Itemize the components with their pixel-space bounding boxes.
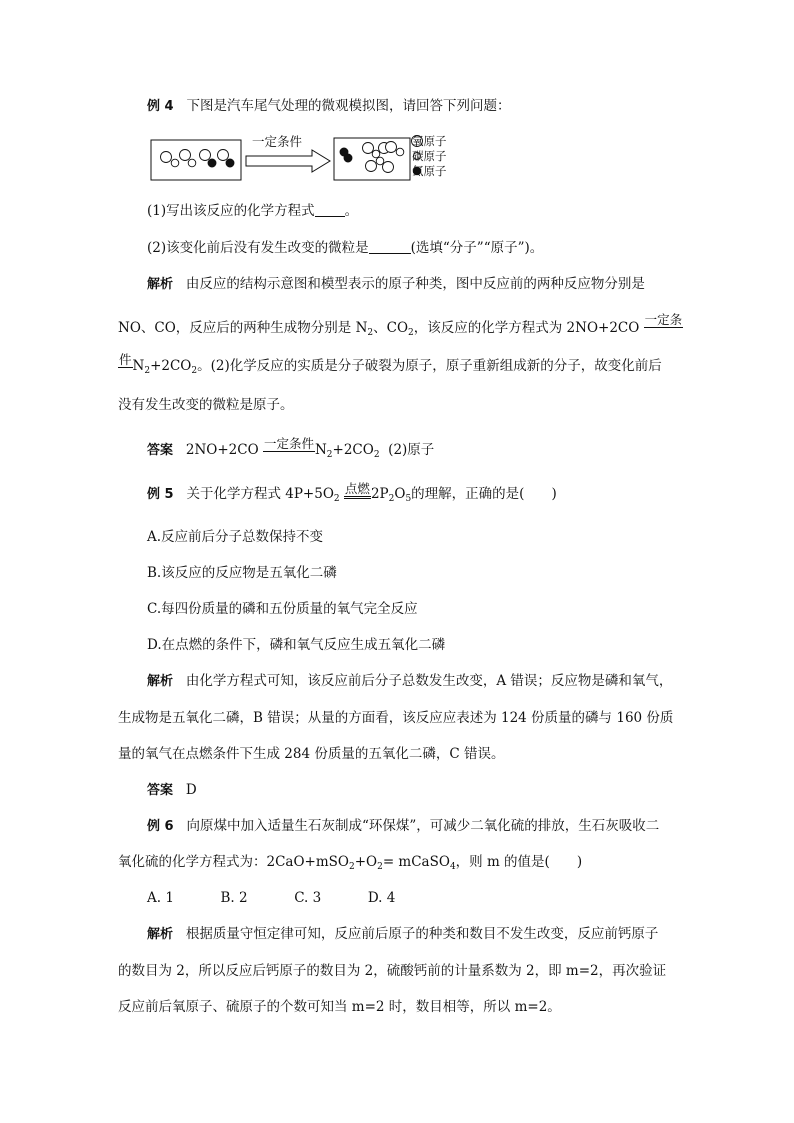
analysis-label: 解析 — [147, 674, 174, 689]
ex4-analysis-line-1: 解析 由反应的结构示意图和模型表示的原子种类，图中反应前的两种反应物分别是 — [147, 276, 645, 292]
reaction-arrow — [246, 150, 330, 172]
ex6-analysis-line-1: 解析 根据质量守恒定律可知，反应前后原子的种类和数目不发生改变，反应前钙原子 — [147, 926, 659, 942]
ex5-label: 例 5 — [147, 487, 174, 502]
ex6-options — [147, 888, 395, 908]
ex4-question — [147, 96, 510, 117]
ex4-label: 例 4 — [147, 99, 174, 114]
legend-nitrogen: 氮原子 — [412, 164, 447, 178]
legend-carbon: 碳原子 — [412, 149, 447, 163]
answer-blank — [315, 202, 345, 217]
ex4-question-text: 下图是汽车尾气处理的微观模拟图，请回答下列问题： — [186, 98, 511, 114]
ex5-option-b: B.该反应的反应物是五氧化二磷 — [147, 565, 337, 581]
ex5-analysis-line-2: 生成物是五氧化二磷，B 错误；从量的方面看，该反应应表述为 124 份质量的磷与 160 份质 — [118, 710, 674, 726]
ignite-condition: 点燃 — [344, 483, 371, 499]
answer-condition: 一定条件 — [263, 436, 314, 451]
ex4-q2: (2)该变化前后没有发生改变的微粒是 (选填“分子”“原子”)。 — [147, 240, 544, 256]
ex6-option-d: D. 4 — [367, 890, 396, 906]
ex6-analysis-line-3: 反应前后氧原子、硫原子的个数可知当 m=2 时，数目相等，所以 m=2。 — [118, 999, 561, 1015]
product-molecules — [340, 142, 404, 173]
analysis-label: 解析 — [147, 927, 174, 942]
ex5-option-d: D.在点燃的条件下，磷和氧气反应生成五氧化二磷 — [147, 637, 446, 653]
legend-oxygen: 氧原子 — [412, 134, 447, 148]
ex6-option-a: A. 1 — [147, 890, 174, 906]
ex4-analysis-line-2: NO、CO，反应后的两种生成物分别是 $N_2$、$CO_2$，该反应的化学方程式为 2NO+2CO 一定条 — [118, 312, 683, 338]
reactant-molecules — [161, 150, 235, 168]
ex6-option-c: C. 3 — [294, 890, 322, 906]
answer-label: 答案 — [147, 443, 174, 458]
reaction-condition: 一定条 — [644, 312, 683, 327]
ex6-label: 例 6 — [147, 819, 174, 834]
ex6-question-line-2: 氧化硫的化学方程式为：$2CaO+mSO_2+O_2=$ mCaSO$_4$，则 m 的值是( ) — [118, 854, 583, 872]
ex4-analysis-line-3: 件 $N_2+2CO_2$。(2)化学反应的实质是分子破裂为原子，原子重新组成新的分子，故变化前后 — [119, 352, 662, 376]
ex5-analysis-line-3: 量的氧气在点燃条件下生成 284 份质量的五氧化二磷，C 错误。 — [118, 746, 505, 762]
ex5-answer: 答案 D — [147, 782, 197, 798]
ex5-option-c: C.每四份质量的磷和五份质量的氧气完全反应 — [147, 601, 418, 617]
answer-blank — [369, 239, 411, 254]
ex4-answer: 答案 2NO+2CO 一定条件 $N_2+2CO_2$ (2)原子 — [147, 436, 435, 460]
ex6-option-b: B. 2 — [220, 890, 248, 906]
ex4-q1: (1)写出该反应的化学方程式 。 — [147, 203, 359, 219]
arrow-label: 一定条件 — [252, 134, 303, 149]
ex5-option-a: A.反应前后分子总数保持不变 — [147, 529, 324, 545]
ex5-analysis-line-1: 解析 由化学方程式可知，该反应前后分子总数发生改变，A 错误；反应物是磷和氧气， — [147, 673, 673, 689]
ex6-question-line-1: 例 6 向原煤中加入适量生石灰制成“环保煤”，可减少二氧化硫的排放，生石灰吸收二 — [147, 818, 660, 834]
ex5-question: 例 5 关于化学方程式 $4P+5O_2$ 点燃 $2P_2O_5$的理解，正确的是( ) — [147, 481, 557, 504]
ex6-analysis-line-2: 的数目为 2，所以反应后钙原子的数目为 2，硫酸钙前的计量系数为 2，即 m=2，再次验证 — [118, 963, 667, 979]
analysis-label: 解析 — [147, 277, 174, 292]
ex4-analysis-line-4: 没有发生改变的微粒是原子。 — [118, 397, 294, 413]
answer-label: 答案 — [147, 783, 174, 798]
